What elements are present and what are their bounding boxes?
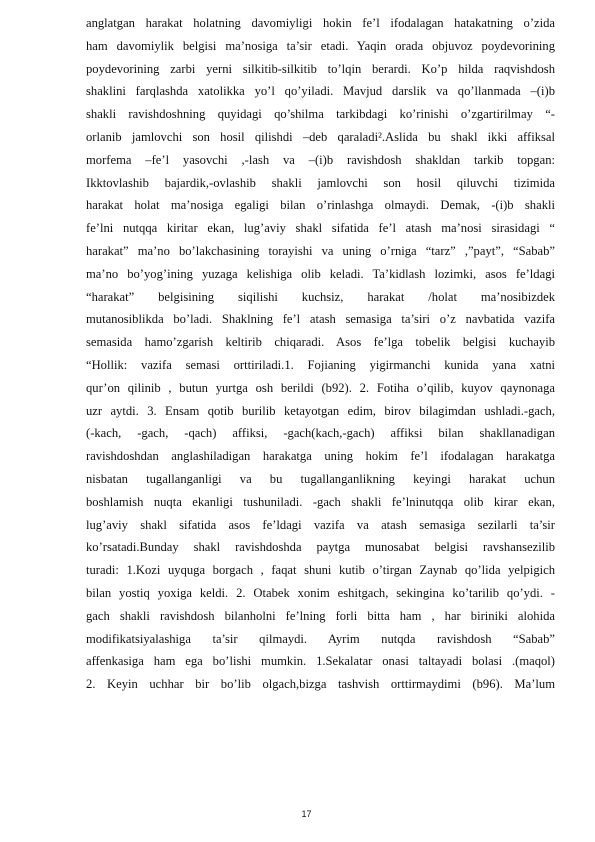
text-line: fe’lni nutqqa kiritar ekan, lug’aviy shakl sifatida fe’l atash ma’nosi sirasidagi “ [86,221,555,236]
text-line: turadi: 1.Kozi uyquga borgach , faqat shuni kutib o’tirgan Zaynab qo’lida yelpigich [86,563,555,578]
text-line: modifikatsiyalashiga ta’sir qilmaydi. Ayrim nutqda ravishdosh “Sabab” [86,631,555,646]
text-line: gach shakli ravishdosh bilanholni fe’lning forli bitta ham , har biriniki alohida [86,608,555,623]
text-line: mutanosiblikda bo’ladi. Shaklning fe’l atash semasiga ta’siri o’z navbatida vazifa [86,312,555,327]
text-line: morfema –fe’l yasovchi ,-lash va –(i)b ravishdosh shakldan tarkib topgan: [86,152,555,167]
text-line: affenkasiga ham ega bo’lishi mumkin. 1.Sekalatar onasi taltayadi bolasi .(maqol) [86,654,555,669]
text-line: “harakat” belgisining siqilishi kuchsiz, harakat /holat ma’nosibizdek [86,289,555,304]
text-line: ham davomiylik belgisi ma’nosiga ta’sir etadi. Yaqin orada objuvoz poydevorining [86,38,555,53]
text-line: semasida hamo’zgarish keltirib chiqaradi. Asos fe’lga tobelik belgisi kuchayib [86,335,555,350]
text-line: 2. Keyin uchhar bir bo’lib olgach,bizga tashvish orttirmaydimi (b96). Ma’lum [86,677,555,692]
text-line: ravishdoshdan anglashiladigan harakatga uning hokim fe’l ifodalagan harakatga [86,449,555,464]
text-line: ko’rsatadi.Bunday shakl ravishdoshda paytga munosabat belgisi ravshansezilib [86,540,555,555]
text-line: boshlamish nuqta ekanligi tushuniladi. -gach shakli fe’lninutqqa olib kirar ekan, [86,494,555,509]
text-line: qur’on qilinib , butun yurtga osh berildi (b92). 2. Fotiha o’qilib, kuyov qaynonaga [86,380,555,395]
text-line: (-kach, -gach, -qach) affiksi, -gach(kach,-gach) affiksi bilan shakllanadigan [86,426,555,441]
text-line: lug’aviy shakl sifatida asos fe’ldagi vazifa va atash semasiga sezilarli ta’sir [86,517,555,532]
text-line: nisbatan tugallanganligi va bu tugallanganlikning keyingi harakat uchun [86,471,555,486]
text-line: poydevorining zarbi yerni silkitib-silkitib to’lqin berardi. Ko’p hilda raqvishdosh [86,61,555,76]
text-line: uzr aytdi. 3. Ensam qotib burilib ketayotgan edim, birov bilagimdan ushladi.-gach, [86,403,555,418]
text-line: “Hollik: vazifa semasi orttiriladi.1. Fojianing yigirmanchi kunida yana xatni [86,357,555,372]
text-line: shakli ravishdoshning quyidagi qo’shilma tarkibdagi ko’rinishi o’zgartirilmay “- [86,107,555,122]
text-line: anglatgan harakat holatning davomiyligi hokin fe’l ifodalagan hatakatning o’zida [86,16,555,30]
text-line: harakat holat ma’nosiga egaligi bilan o’rinlashga olmaydi. Demak, -(i)b shakli [86,198,555,213]
page-number: 17 [301,809,312,819]
text-line: shaklini farqlashda xatolikka yo’l qo’yiladi. Mavjud darslik va qo’llanmada –(i)b [86,84,555,99]
text-line: orlanib jamlovchi son hosil qilishdi –deb qaraladi².Aslida bu shakl ikki affiksal [86,129,555,144]
text-line: ma’no bo’yog’ining yuzaga kelishiga olib keladi. Ta’kidlash lozimki, asos fe’ldagi [86,266,555,281]
text-line: harakat” ma’no bo’lakchasining torayishi va uning o’rniga “tarz” ,”payt”, “Sabab” [86,243,555,258]
text-line: bilan yostiq yoxiga keldi. 2. Otabek xonim eshitgach, sekingina ko’tarilib qo’ydi. - [86,585,555,600]
body-text [86,12,555,696]
text-line: Ikktovlashib bajardik,-ovlashib shakli jamlovchi son hosil qiluvchi tizimida [86,175,555,190]
